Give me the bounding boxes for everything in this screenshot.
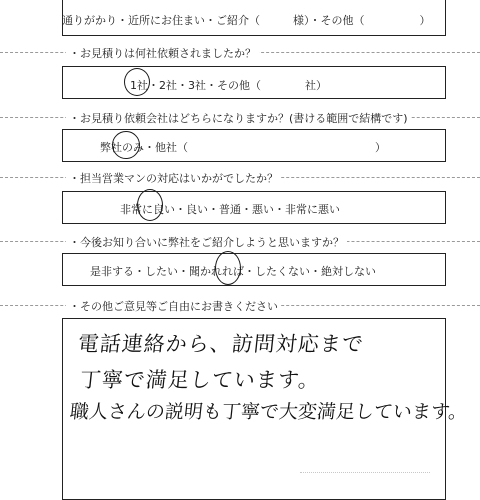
sales-response-options: 非常に良い・良い・普通・悪い・非常に悪い (120, 203, 340, 216)
circled-mark-our-company-only (112, 131, 140, 159)
question-label-free-comments: ・その他ご意見等ご自由にお書きください (66, 298, 281, 314)
circled-mark-if-asked (215, 251, 241, 285)
handwritten-comment-line: 職人さんの説明も丁寧で大変満足しています。 (68, 401, 469, 423)
question-label-quoted-companies: ・お見積り依頼会社はどちらになりますか？(書ける範囲で結構です) (66, 110, 411, 126)
circled-mark-very-good (137, 189, 163, 221)
referral-intent-options: 是非する・したい・聞かれれば・したくない・絶対しない (90, 265, 376, 278)
source-options: 通りがかり・近所にお住まい・ご紹介（ 様）・その他（ ） (62, 14, 431, 27)
question-label-referral-intent: ・今後お知り合いに弊社をご紹介しようと思いますか？ (66, 234, 347, 250)
company-count-options: 1社・2社・3社・その他（ 社） (130, 79, 327, 92)
circled-mark-one-company (124, 68, 150, 96)
question-label-sales-response: ・担当営業マンの対応はいかがでしたか？ (66, 170, 281, 186)
quoted-companies-options: 弊社のみ・他社（ ） (100, 141, 386, 154)
question-label-company-count: ・お見積りは何社依頼されましたか？ (66, 45, 259, 61)
handwritten-comment-line: 電話連絡から、訪問対応まで (76, 332, 366, 356)
handwritten-comment-line: 丁寧で満足しています。 (78, 368, 322, 392)
